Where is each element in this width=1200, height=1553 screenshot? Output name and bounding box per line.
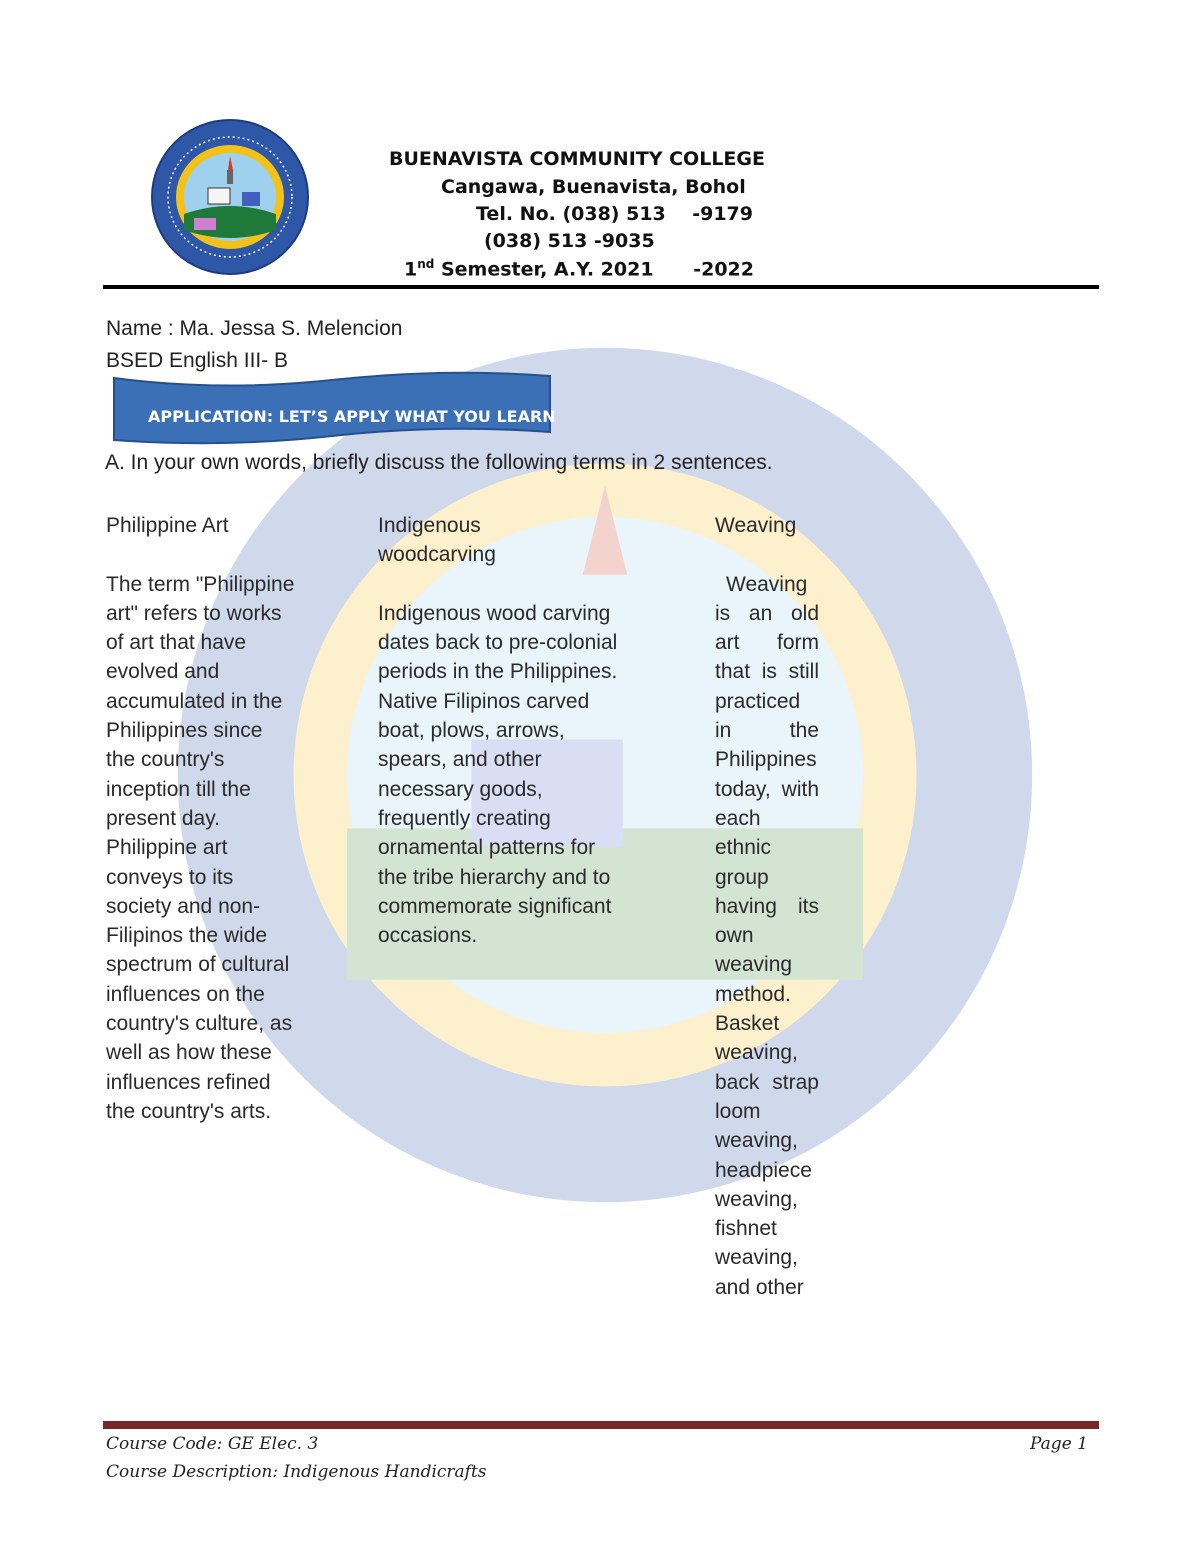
term-title: Weaving bbox=[715, 514, 797, 537]
semester-text: Semester, A.Y. 2021 -2022 bbox=[434, 258, 754, 281]
course-code: Course Code: GE Elec. 3 bbox=[106, 1434, 319, 1454]
semester-line bbox=[404, 257, 754, 280]
section-banner-label: APPLICATION: LET’S APPLY WHAT YOU LEARN bbox=[148, 407, 556, 426]
header-divider bbox=[103, 285, 1099, 289]
term-title: Indigenous woodcarving bbox=[378, 514, 496, 567]
institution-name: BUENAVISTA COMMUNITY COLLEGE bbox=[389, 148, 765, 170]
term-column-philippine-art bbox=[106, 511, 296, 1126]
instruction-text: A. In your own words, briefly discuss the following terms in 2 sentences. bbox=[105, 451, 773, 474]
term-description: Weaving is an old art form that is still practiced in the Philippines today, with each ethnic group having its own weaving method. Basket weaving, back strap loom weaving, headpiece weaving, fishnet weaving, and other bbox=[715, 572, 819, 1299]
term-column-weaving bbox=[715, 511, 819, 1302]
term-description: Indigenous wood carving dates back to pre-colonial periods in the Philippines. Native Filipinos carved boat, plows, arrows, spears, and other necessary goods, frequently creating ornamental patterns for the tribe hierarchy and to commemorate significant occasions. bbox=[378, 601, 618, 948]
course-description: Course Description: Indigenous Handicrafts bbox=[106, 1462, 487, 1482]
semester-ordinal: nd bbox=[417, 257, 435, 271]
term-column-indigenous-woodcarving bbox=[378, 511, 623, 950]
student-name: Name : Ma. Jessa S. Melencion bbox=[106, 317, 403, 340]
student-program: BSED English III- B bbox=[106, 349, 289, 372]
telephone-number-1: Tel. No. (038) 513 -9179 bbox=[476, 203, 753, 225]
telephone-number-2: (038) 513 -9035 bbox=[484, 230, 655, 252]
term-description: The term "Philippine art" refers to works of art that have evolved and accumulated in the Philippines since the country's inception till the present day. Philippine art conveys to its society and non-Filipinos the wide spectrum of cultural influences on the country's culture, as well as how these influences refined the country's arts. bbox=[106, 572, 295, 1123]
institution-address: Cangawa, Buenavista, Bohol bbox=[441, 176, 746, 198]
term-title: Philippine Art bbox=[106, 514, 229, 537]
footer-divider bbox=[103, 1421, 1099, 1429]
semester-number: 1 bbox=[404, 258, 418, 281]
page-number: Page 1 bbox=[1030, 1434, 1088, 1454]
student-info bbox=[106, 313, 402, 377]
college-logo-icon bbox=[150, 118, 310, 276]
